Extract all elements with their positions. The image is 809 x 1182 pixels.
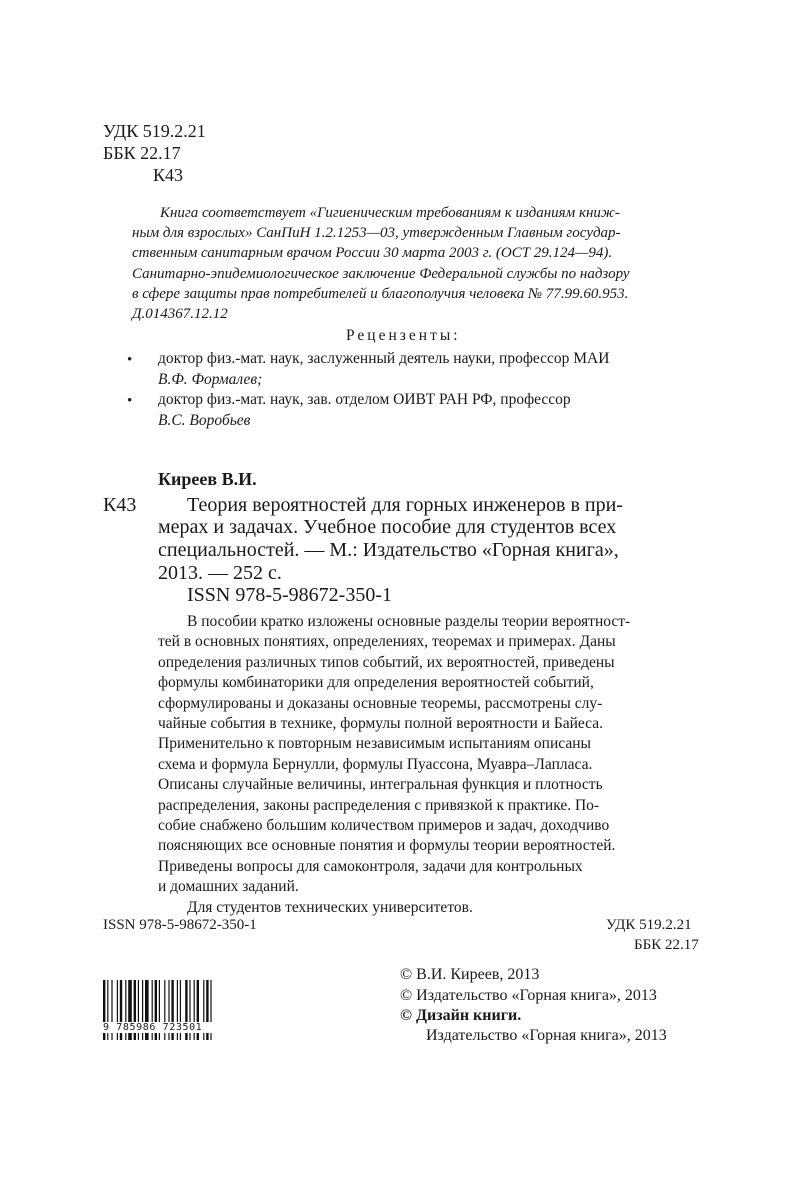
- abstract-line: формулы комбинаторики для определения вероятностей событий,: [158, 674, 594, 692]
- udk-code: УДК 519.2.21: [103, 121, 206, 141]
- bottom-udk: УДК 519.2.21: [606, 917, 692, 933]
- reviewer-1-name: В.Ф. Формалев;: [158, 371, 263, 388]
- hygiene-note: [132, 203, 712, 324]
- hygiene-line: ственным санитарным врачом России 30 марта 2003 г. (ОСТ 29.124—94).: [132, 245, 613, 262]
- catalog-title-line: специальностей. — М.: Издательство «Горная книга»,: [158, 539, 619, 561]
- bottom-bbk: ББК 22.17: [634, 937, 699, 953]
- catalog-title-line: мерах и задачах. Учебное пособие для студентов всех: [158, 516, 617, 538]
- hygiene-line: Санитарно-эпидемиологическое заключение Федеральной службы по надзору: [132, 265, 630, 282]
- hygiene-line: Д.014367.12.12: [132, 306, 228, 323]
- reviewers-heading: Рецензенты:: [346, 327, 461, 344]
- reviewer-2-credentials: доктор физ.-мат. наук, зав. отделом ОИВТ РАН РФ, профессор: [158, 391, 571, 408]
- copyright-design: © Дизайн книги.: [400, 1007, 522, 1024]
- abstract-line: схема и формула Бернулли, формулы Пуассона, Муавра–Лапласа.: [158, 755, 593, 773]
- author-mark: К43: [153, 165, 184, 185]
- abstract-line: Описаны случайные величины, интегральная функция и плотность: [158, 776, 603, 794]
- copyright-author: © В.И. Киреев, 2013: [400, 966, 540, 983]
- bbk-code: ББК 22.17: [103, 143, 181, 163]
- barcode-digits: 9 785986 723501: [103, 1022, 237, 1033]
- abstract-line: и домашних заданий.: [158, 878, 299, 896]
- abstract-line: сформулированы и доказаны основные теоремы, рассмотрены слу-: [158, 694, 603, 712]
- abstract-line: Приведены вопросы для самоконтроля, задачи для контрольных: [158, 857, 583, 875]
- reviewer-1-credentials: доктор физ.-мат. наук, заслуженный деятель науки, профессор МАИ: [158, 350, 610, 367]
- hygiene-line: Книга соответствует «Гигиеническим требованиям к изданиям книж-: [160, 205, 620, 221]
- audience-line: Для студентов технических университетов.: [187, 898, 473, 916]
- abstract-line: определения различных типов событий, их вероятностей, приведены: [158, 653, 615, 671]
- reviewer-2-name: В.С. Воробьев: [158, 412, 251, 429]
- hygiene-line: в сфере защиты прав потребителей и благополучия человека № 77.99.60.953.: [132, 285, 629, 302]
- bottom-issn: ISSN 978-5-98672-350-1: [103, 917, 257, 933]
- copyright-design-publisher: Издательство «Горная книга», 2013: [426, 1027, 667, 1044]
- catalog-issn: ISSN 978-5-98672-350-1: [187, 584, 392, 606]
- abstract-line: В пособии кратко изложены основные разделы теории вероятност-: [187, 613, 631, 630]
- abstract-line: распределения, законы распределения с привязкой к практике. По-: [158, 796, 600, 814]
- hygiene-line: ным для взрослых» СанПиН 1.2.1253—03, утвержденным Главным государ-: [132, 225, 621, 242]
- abstract-line: собие снабжено большим количеством примеров и задач, доходчиво: [158, 817, 610, 834]
- copyright-publisher: © Издательство «Горная книга», 2013: [400, 987, 657, 1004]
- abstract-line: чайные события в технике, формулы полной вероятности и Байеса.: [158, 715, 603, 732]
- abstract-line: поясняющих все основные понятия и формулы теории вероятностей.: [158, 837, 616, 855]
- abstract-line: Применительно к повторным независимым испытаниям описаны: [158, 735, 591, 753]
- catalog-author: Киреев В.И.: [158, 469, 257, 489]
- bullet-icon: •: [127, 352, 133, 368]
- bullet-icon: •: [127, 393, 133, 409]
- catalog-mark: К43: [103, 494, 137, 516]
- abstract-line: тей в основных понятиях, определениях, теоремах и примерах. Даны: [158, 633, 616, 651]
- catalog-title-line: Теория вероятностей для горных инженеров в при-: [187, 494, 623, 516]
- catalog-title-line: 2013. — 252 с.: [158, 562, 282, 584]
